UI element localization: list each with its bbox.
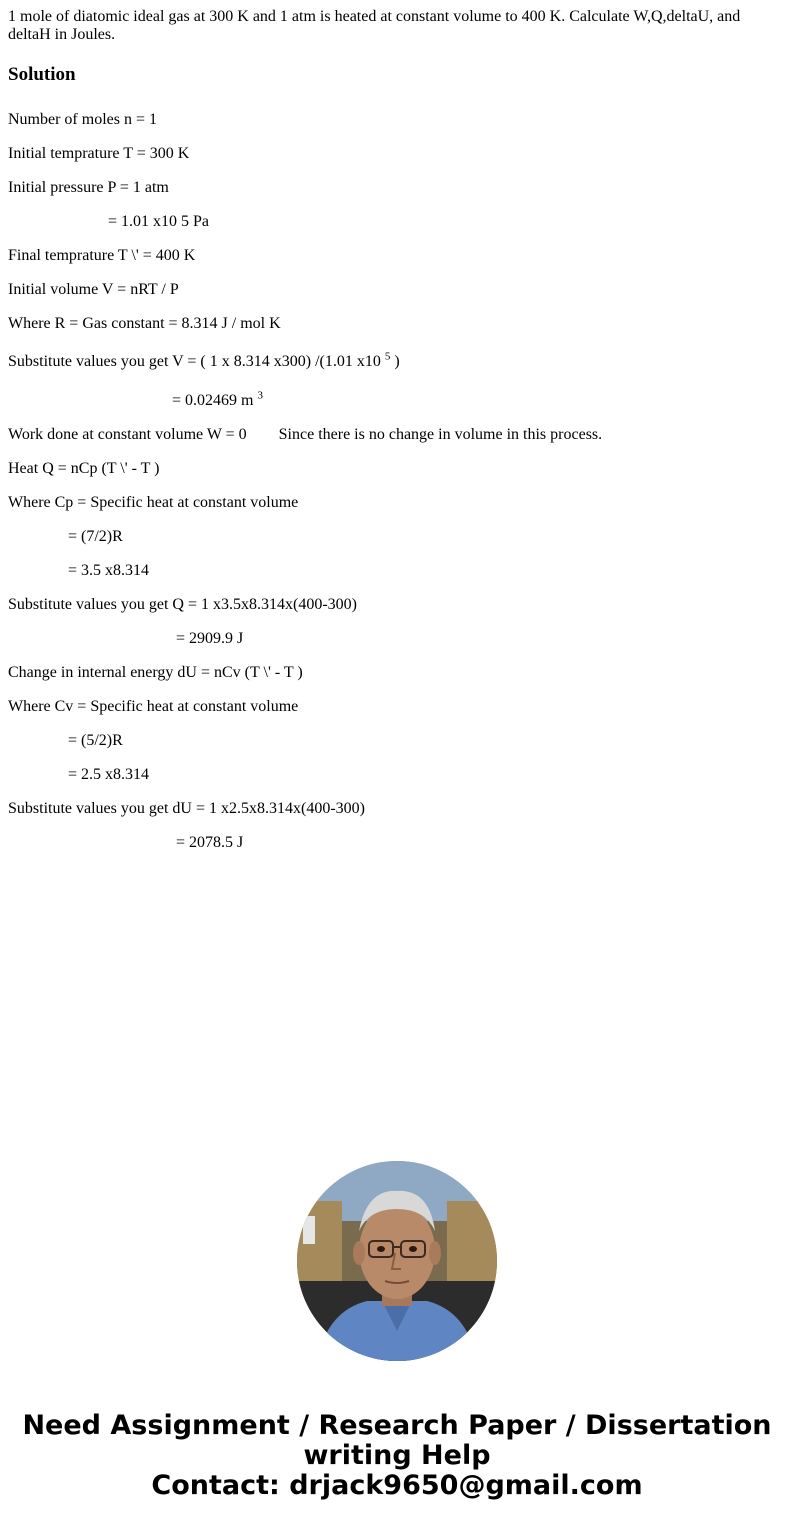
- solution-line: Where R = Gas constant = 8.314 J / mol K: [8, 315, 281, 332]
- solution-line: Change in internal energy dU = nCv (T \' - T ): [8, 664, 303, 681]
- solution-line: Where Cp = Specific heat at constant volume: [8, 494, 299, 511]
- exponent: 3: [257, 389, 263, 402]
- footer-line: writing Help: [303, 1440, 491, 1471]
- solution-line: Work done at constant volume W = 0 Since there is no change in volume in this process.: [8, 426, 603, 443]
- solution-line: = 2.5 x8.314: [68, 766, 150, 783]
- footer-promo: [0, 1411, 794, 1501]
- solution-line: Heat Q = nCp (T \' - T ): [8, 460, 160, 477]
- solution-line: Initial temprature T = 300 K: [8, 145, 190, 162]
- question-text: 1 mole of diatomic ideal gas at 300 K and 1 atm is heated at constant volume to 400 K. Calculate W,Q,deltaU, and deltaH in Joules.: [8, 8, 741, 43]
- volume-formula-end: ): [390, 353, 400, 370]
- solution-line: = (5/2)R: [68, 732, 123, 749]
- footer-line: Need Assignment / Research Paper / Dissertation: [22, 1410, 772, 1441]
- solution-line: = 2078.5 J: [176, 834, 244, 851]
- footer-contact: Contact: drjack9650@gmail.com: [151, 1470, 643, 1501]
- solution-line: = 1.01 x10 5 Pa: [108, 213, 210, 230]
- solution-line: = (7/2)R: [68, 528, 123, 545]
- solution-heading: Solution: [8, 64, 76, 85]
- solution-line: = 2909.9 J: [176, 630, 244, 647]
- avatar: [297, 1161, 497, 1361]
- solution-line: Initial pressure P = 1 atm: [8, 179, 169, 196]
- solution-line: Initial volume V = nRT / P: [8, 281, 179, 298]
- solution-line: Substitute values you get Q = 1 x3.5x8.314x(400-300): [8, 596, 357, 613]
- solution-line: [172, 389, 263, 410]
- avatar-portrait: [297, 1161, 497, 1361]
- solution-line: Final temprature T \' = 400 K: [8, 247, 196, 264]
- solution-line: Number of moles n = 1: [8, 111, 157, 128]
- volume-formula: Substitute values you get V = ( 1 x 8.314 x300) /(1.01 x10: [8, 353, 385, 370]
- solution-line: [8, 350, 400, 371]
- solution-line: = 3.5 x8.314: [68, 562, 150, 579]
- exponent: 5: [384, 350, 391, 363]
- solution-line: Substitute values you get dU = 1 x2.5x8.314x(400-300): [8, 800, 365, 817]
- volume-result: = 0.02469 m: [172, 392, 258, 409]
- solution-line: Where Cv = Specific heat at constant volume: [8, 698, 299, 715]
